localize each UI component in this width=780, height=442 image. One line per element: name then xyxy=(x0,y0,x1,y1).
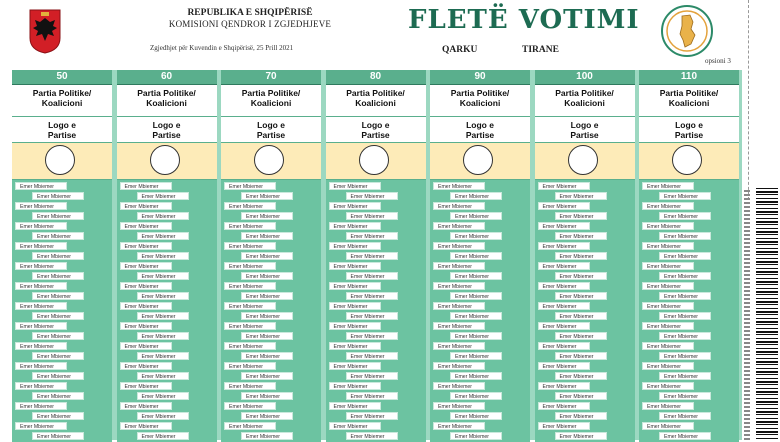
candidate-list xyxy=(117,180,217,442)
candidate-name-box[interactable]: Emer Mbiemer xyxy=(15,302,67,310)
party-logo-cell xyxy=(535,117,635,143)
candidate-name-box[interactable]: Emer Mbiemer xyxy=(32,352,84,360)
candidate-name-box[interactable]: Emer Mbiemer xyxy=(137,432,189,440)
candidate-name-box[interactable]: Emer Mbiemer xyxy=(120,322,172,330)
candidate-name-box[interactable]: Emer Mbiemer xyxy=(15,242,67,250)
candidate-name-box[interactable]: Emer Mbiemer xyxy=(538,382,590,390)
candidate-name-box[interactable]: Emer Mbiemer xyxy=(433,302,485,310)
candidate-name-box[interactable]: Emer Mbiemer xyxy=(120,282,172,290)
candidate-name-box[interactable]: Emer Mbiemer xyxy=(224,362,276,370)
candidate-name-box[interactable]: Emer Mbiemer xyxy=(120,202,172,210)
vote-circle[interactable] xyxy=(568,145,598,175)
logo-label-line1: Logo e xyxy=(152,120,181,130)
candidate-name-box[interactable]: Emer Mbiemer xyxy=(32,432,84,440)
candidate-name-box[interactable]: Emer Mbiemer xyxy=(224,282,276,290)
candidate-list xyxy=(535,180,635,442)
party-name-line1: Partia Politike/ xyxy=(450,88,510,98)
candidate-name-box[interactable]: Emer Mbiemer xyxy=(450,392,502,400)
party-name-line2: Koalicioni xyxy=(355,98,396,108)
party-logo-cell xyxy=(117,117,217,143)
candidate-name-box[interactable]: Emer Mbiemer xyxy=(120,302,172,310)
vote-circle[interactable] xyxy=(463,145,493,175)
candidate-name-box[interactable]: Emer Mbiemer xyxy=(450,252,502,260)
party-number: 80 xyxy=(326,70,426,85)
party-column xyxy=(117,70,217,440)
vote-mark-area xyxy=(430,143,530,180)
candidate-name-box[interactable]: Emer Mbiemer xyxy=(555,252,607,260)
candidate-name-box[interactable]: Emer Mbiemer xyxy=(555,212,607,220)
candidate-name-box[interactable]: Emer Mbiemer xyxy=(538,302,590,310)
candidate-name-box[interactable]: Emer Mbiemer xyxy=(241,372,293,380)
vote-circle[interactable] xyxy=(254,145,284,175)
candidate-name-box[interactable]: Emer Mbiemer xyxy=(120,382,172,390)
candidate-name-box[interactable]: Emer Mbiemer xyxy=(241,412,293,420)
party-logo-cell xyxy=(12,117,112,143)
candidate-name-box[interactable]: Emer Mbiemer xyxy=(346,352,398,360)
candidate-name-box[interactable]: Emer Mbiemer xyxy=(329,282,381,290)
party-name-cell xyxy=(326,85,426,117)
logo-label-line2: Partise xyxy=(465,130,495,140)
candidate-name-box[interactable]: Emer Mbiemer xyxy=(555,232,607,240)
candidate-name-box[interactable]: Emer Mbiemer xyxy=(346,432,398,440)
vote-mark-area xyxy=(639,143,739,180)
candidate-name-box[interactable]: Emer Mbiemer xyxy=(329,182,381,190)
party-name-line1: Partia Politike/ xyxy=(659,88,719,98)
candidate-name-box[interactable]: Emer Mbiemer xyxy=(433,382,485,390)
logo-label-line1: Logo e xyxy=(361,120,390,130)
candidate-list xyxy=(221,180,321,442)
party-logo-cell xyxy=(430,117,530,143)
candidate-name-box[interactable]: Emer Mbiemer xyxy=(538,222,590,230)
candidate-name-box[interactable]: Emer Mbiemer xyxy=(15,182,67,190)
candidate-name-box[interactable]: Emer Mbiemer xyxy=(659,292,711,300)
candidate-name-box[interactable]: Emer Mbiemer xyxy=(346,332,398,340)
candidate-name-box[interactable]: Emer Mbiemer xyxy=(433,242,485,250)
logo-label-line2: Partise xyxy=(361,130,390,140)
vote-circle[interactable] xyxy=(45,145,75,175)
party-number: 110 xyxy=(639,70,739,85)
candidate-name-box[interactable]: Emer Mbiemer xyxy=(642,222,694,230)
candidate-name-box[interactable]: Emer Mbiemer xyxy=(120,422,172,430)
candidate-name-box[interactable]: Emer Mbiemer xyxy=(659,312,711,320)
party-number: 90 xyxy=(430,70,530,85)
candidate-name-box[interactable]: Emer Mbiemer xyxy=(642,202,694,210)
party-name-line2: Koalicioni xyxy=(146,98,187,108)
candidate-name-box[interactable]: Emer Mbiemer xyxy=(433,282,485,290)
candidate-name-box[interactable]: Emer Mbiemer xyxy=(224,322,276,330)
candidate-name-box[interactable]: Emer Mbiemer xyxy=(120,402,172,410)
party-logo-cell xyxy=(326,117,426,143)
candidate-name-box[interactable]: Emer Mbiemer xyxy=(346,272,398,280)
candidate-name-box[interactable]: Emer Mbiemer xyxy=(241,272,293,280)
candidate-name-box[interactable]: Emer Mbiemer xyxy=(32,272,84,280)
candidate-name-box[interactable]: Emer Mbiemer xyxy=(433,182,485,190)
party-name-line1: Partia Politike/ xyxy=(346,88,405,98)
logo-label-line2: Partise xyxy=(47,130,77,140)
vote-circle[interactable] xyxy=(672,145,702,175)
candidate-name-box[interactable]: Emer Mbiemer xyxy=(120,242,172,250)
candidate-name-box[interactable]: Emer Mbiemer xyxy=(555,272,607,280)
party-column xyxy=(221,70,321,440)
candidate-name-box[interactable]: Emer Mbiemer xyxy=(32,212,84,220)
candidate-name-box[interactable]: Emer Mbiemer xyxy=(346,392,398,400)
candidate-name-box[interactable]: Emer Mbiemer xyxy=(329,342,381,350)
candidate-name-box[interactable]: Emer Mbiemer xyxy=(15,262,67,270)
candidate-name-box[interactable]: Emer Mbiemer xyxy=(450,372,502,380)
candidate-name-box[interactable]: Emer Mbiemer xyxy=(659,232,711,240)
logo-label-line2: Partise xyxy=(570,130,599,140)
candidate-name-box[interactable]: Emer Mbiemer xyxy=(137,372,189,380)
candidate-name-box[interactable]: Emer Mbiemer xyxy=(450,212,502,220)
candidate-name-box[interactable]: Emer Mbiemer xyxy=(659,252,711,260)
candidate-name-box[interactable]: Emer Mbiemer xyxy=(555,292,607,300)
candidate-name-box[interactable]: Emer Mbiemer xyxy=(241,192,293,200)
candidate-name-box[interactable]: Emer Mbiemer xyxy=(329,382,381,390)
candidate-name-box[interactable]: Emer Mbiemer xyxy=(32,332,84,340)
candidate-name-box[interactable]: Emer Mbiemer xyxy=(224,202,276,210)
candidate-name-box[interactable]: Emer Mbiemer xyxy=(241,292,293,300)
candidate-name-box[interactable]: Emer Mbiemer xyxy=(450,352,502,360)
logo-label-line1: Logo e xyxy=(48,120,76,130)
party-name-line2: Koalicioni xyxy=(668,98,710,108)
vote-circle[interactable] xyxy=(359,145,389,175)
logo-label-line2: Partise xyxy=(152,130,181,140)
party-name-line1: Partia Politike/ xyxy=(241,88,301,98)
candidate-name-box[interactable]: Emer Mbiemer xyxy=(137,232,189,240)
candidate-name-box[interactable]: Emer Mbiemer xyxy=(329,302,381,310)
barcode-icon xyxy=(756,188,778,440)
candidate-name-box[interactable]: Emer Mbiemer xyxy=(450,412,502,420)
candidate-name-box[interactable]: Emer Mbiemer xyxy=(329,222,381,230)
candidate-name-box[interactable]: Emer Mbiemer xyxy=(15,382,67,390)
ballot-header xyxy=(0,0,780,70)
candidate-name-box[interactable]: Emer Mbiemer xyxy=(137,272,189,280)
candidate-name-box[interactable]: Emer Mbiemer xyxy=(346,212,398,220)
candidate-name-box[interactable]: Emer Mbiemer xyxy=(538,322,590,330)
candidate-name-box[interactable]: Emer Mbiemer xyxy=(450,272,502,280)
candidate-name-box[interactable]: Emer Mbiemer xyxy=(450,232,502,240)
candidate-name-box[interactable]: Emer Mbiemer xyxy=(538,262,590,270)
candidate-list xyxy=(430,180,530,442)
candidate-name-box[interactable]: Emer Mbiemer xyxy=(555,192,607,200)
party-logo-cell xyxy=(221,117,321,143)
candidate-name-box[interactable]: Emer Mbiemer xyxy=(137,252,189,260)
candidate-name-box[interactable]: Emer Mbiemer xyxy=(433,402,485,410)
party-column xyxy=(12,70,112,440)
kqz-map-logo-icon xyxy=(660,4,714,58)
candidate-name-box[interactable]: Emer Mbiemer xyxy=(137,292,189,300)
candidate-name-box[interactable]: Emer Mbiemer xyxy=(224,342,276,350)
candidate-name-box[interactable]: Emer Mbiemer xyxy=(346,252,398,260)
candidate-name-box[interactable]: Emer Mbiemer xyxy=(642,422,694,430)
logo-label-line2: Partise xyxy=(674,130,704,140)
candidate-name-box[interactable]: Emer Mbiemer xyxy=(346,312,398,320)
party-logo-cell xyxy=(639,117,739,143)
candidate-name-box[interactable]: Emer Mbiemer xyxy=(329,322,381,330)
party-name-cell xyxy=(12,85,112,117)
logo-label-line1: Logo e xyxy=(675,120,703,130)
candidate-name-box[interactable]: Emer Mbiemer xyxy=(137,392,189,400)
party-name-cell xyxy=(221,85,321,117)
candidate-name-box[interactable]: Emer Mbiemer xyxy=(346,232,398,240)
party-name-line2: Koalicioni xyxy=(459,98,501,108)
candidate-name-box[interactable]: Emer Mbiemer xyxy=(555,312,607,320)
ballot-grid xyxy=(12,70,742,440)
candidate-name-box[interactable]: Emer Mbiemer xyxy=(433,362,485,370)
republic-heading xyxy=(140,8,360,30)
party-name-cell xyxy=(639,85,739,117)
party-name-line2: Koalicioni xyxy=(41,98,83,108)
candidate-name-box[interactable]: Emer Mbiemer xyxy=(538,282,590,290)
party-name-line2: Koalicioni xyxy=(250,98,292,108)
candidate-name-box[interactable]: Emer Mbiemer xyxy=(15,202,67,210)
party-name-line1: Partia Politike/ xyxy=(555,88,614,98)
candidate-name-box[interactable]: Emer Mbiemer xyxy=(346,372,398,380)
candidate-name-box[interactable]: Emer Mbiemer xyxy=(538,202,590,210)
candidate-list xyxy=(639,180,739,442)
candidate-name-box[interactable]: Emer Mbiemer xyxy=(433,262,485,270)
vote-mark-area xyxy=(326,143,426,180)
region-label: QARKU xyxy=(442,45,478,55)
candidate-name-box[interactable]: Emer Mbiemer xyxy=(642,282,694,290)
candidate-name-box[interactable]: Emer Mbiemer xyxy=(538,402,590,410)
candidate-name-box[interactable]: Emer Mbiemer xyxy=(450,432,502,440)
candidate-name-box[interactable]: Emer Mbiemer xyxy=(15,222,67,230)
candidate-name-box[interactable]: Emer Mbiemer xyxy=(15,402,67,410)
candidate-name-box[interactable]: Emer Mbiemer xyxy=(241,432,293,440)
candidate-name-box[interactable]: Emer Mbiemer xyxy=(329,362,381,370)
party-number: 60 xyxy=(117,70,217,85)
candidate-name-box[interactable]: Emer Mbiemer xyxy=(32,252,84,260)
candidate-name-box[interactable]: Emer Mbiemer xyxy=(659,332,711,340)
candidate-name-box[interactable]: Emer Mbiemer xyxy=(659,272,711,280)
candidate-name-box[interactable]: Emer Mbiemer xyxy=(642,362,694,370)
candidate-name-box[interactable]: Emer Mbiemer xyxy=(642,182,694,190)
candidate-name-box[interactable]: Emer Mbiemer xyxy=(241,252,293,260)
candidate-name-box[interactable]: Emer Mbiemer xyxy=(450,192,502,200)
party-number: 70 xyxy=(221,70,321,85)
party-name-cell xyxy=(430,85,530,117)
vote-circle[interactable] xyxy=(150,145,180,175)
candidate-name-box[interactable]: Emer Mbiemer xyxy=(15,282,67,290)
candidate-name-box[interactable]: Emer Mbiemer xyxy=(15,322,67,330)
candidate-name-box[interactable]: Emer Mbiemer xyxy=(346,192,398,200)
party-number: 50 xyxy=(12,70,112,85)
candidate-name-box[interactable]: Emer Mbiemer xyxy=(241,352,293,360)
candidate-name-box[interactable]: Emer Mbiemer xyxy=(120,342,172,350)
candidate-name-box[interactable]: Emer Mbiemer xyxy=(538,182,590,190)
perforation xyxy=(744,190,750,440)
commission-name: KOMISIONI QENDROR I ZGJEDHJEVE xyxy=(168,19,332,29)
candidate-name-box[interactable]: Emer Mbiemer xyxy=(137,332,189,340)
candidate-name-box[interactable]: Emer Mbiemer xyxy=(555,412,607,420)
republic-name: REPUBLIKA E SHQIPËRISË xyxy=(187,8,313,18)
candidate-name-box[interactable]: Emer Mbiemer xyxy=(538,342,590,350)
candidate-name-box[interactable]: Emer Mbiemer xyxy=(659,412,711,420)
candidate-name-box[interactable]: Emer Mbiemer xyxy=(224,222,276,230)
candidate-name-box[interactable]: Emer Mbiemer xyxy=(32,192,84,200)
candidate-name-box[interactable]: Emer Mbiemer xyxy=(224,382,276,390)
candidate-name-box[interactable]: Emer Mbiemer xyxy=(659,212,711,220)
party-name-line1: Partia Politike/ xyxy=(137,88,196,98)
candidate-name-box[interactable]: Emer Mbiemer xyxy=(137,312,189,320)
logo-label-line1: Logo e xyxy=(466,120,494,130)
candidate-name-box[interactable]: Emer Mbiemer xyxy=(642,342,694,350)
logo-label-line2: Partise xyxy=(256,130,286,140)
candidate-name-box[interactable]: Emer Mbiemer xyxy=(346,412,398,420)
candidate-name-box[interactable]: Emer Mbiemer xyxy=(659,392,711,400)
election-note: Zgjedhjet për Kuvendin e Shqipërisë, 25 Prill 2021 xyxy=(150,44,294,52)
candidate-name-box[interactable]: Emer Mbiemer xyxy=(433,222,485,230)
party-name-cell xyxy=(535,85,635,117)
candidate-name-box[interactable]: Emer Mbiemer xyxy=(659,432,711,440)
party-column xyxy=(326,70,426,440)
cut-line xyxy=(748,0,750,200)
candidate-name-box[interactable]: Emer Mbiemer xyxy=(32,232,84,240)
candidate-name-box[interactable]: Emer Mbiemer xyxy=(329,242,381,250)
candidate-name-box[interactable]: Emer Mbiemer xyxy=(538,422,590,430)
region-value: TIRANE xyxy=(522,45,559,55)
candidate-name-box[interactable]: Emer Mbiemer xyxy=(555,372,607,380)
candidate-name-box[interactable]: Emer Mbiemer xyxy=(433,422,485,430)
party-column xyxy=(430,70,530,440)
candidate-name-box[interactable]: Emer Mbiemer xyxy=(555,432,607,440)
albanian-eagle-emblem-icon xyxy=(28,8,62,54)
candidate-name-box[interactable]: Emer Mbiemer xyxy=(137,212,189,220)
candidate-name-box[interactable]: Emer Mbiemer xyxy=(32,392,84,400)
vote-mark-area xyxy=(535,143,635,180)
candidate-name-box[interactable]: Emer Mbiemer xyxy=(32,372,84,380)
candidate-name-box[interactable]: Emer Mbiemer xyxy=(137,192,189,200)
candidate-name-box[interactable]: Emer Mbiemer xyxy=(555,352,607,360)
party-column xyxy=(639,70,739,440)
candidate-name-box[interactable]: Emer Mbiemer xyxy=(659,192,711,200)
candidate-name-box[interactable]: Emer Mbiemer xyxy=(659,372,711,380)
option-label: opsioni 3 xyxy=(705,57,731,65)
candidate-name-box[interactable]: Emer Mbiemer xyxy=(241,332,293,340)
candidate-name-box[interactable]: Emer Mbiemer xyxy=(329,202,381,210)
candidate-name-box[interactable]: Emer Mbiemer xyxy=(642,382,694,390)
candidate-name-box[interactable]: Emer Mbiemer xyxy=(241,392,293,400)
candidate-name-box[interactable]: Emer Mbiemer xyxy=(120,362,172,370)
candidate-name-box[interactable]: Emer Mbiemer xyxy=(433,342,485,350)
candidate-name-box[interactable]: Emer Mbiemer xyxy=(642,262,694,270)
candidate-name-box[interactable]: Emer Mbiemer xyxy=(538,362,590,370)
candidate-name-box[interactable]: Emer Mbiemer xyxy=(642,402,694,410)
candidate-name-box[interactable]: Emer Mbiemer xyxy=(555,332,607,340)
candidate-name-box[interactable]: Emer Mbiemer xyxy=(137,412,189,420)
candidate-name-box[interactable]: Emer Mbiemer xyxy=(433,322,485,330)
candidate-name-box[interactable]: Emer Mbiemer xyxy=(15,422,67,430)
candidate-name-box[interactable]: Emer Mbiemer xyxy=(15,362,67,370)
party-name-line1: Partia Politike/ xyxy=(32,88,92,98)
candidate-name-box[interactable]: Emer Mbiemer xyxy=(329,262,381,270)
candidate-name-box[interactable]: Emer Mbiemer xyxy=(224,242,276,250)
candidate-name-box[interactable]: Emer Mbiemer xyxy=(137,352,189,360)
vote-mark-area xyxy=(117,143,217,180)
vote-mark-area xyxy=(221,143,321,180)
candidate-name-box[interactable]: Emer Mbiemer xyxy=(659,352,711,360)
candidate-name-box[interactable]: Emer Mbiemer xyxy=(241,312,293,320)
candidate-list xyxy=(326,180,426,442)
candidate-name-box[interactable]: Emer Mbiemer xyxy=(555,392,607,400)
candidate-name-box[interactable]: Emer Mbiemer xyxy=(642,242,694,250)
candidate-name-box[interactable]: Emer Mbiemer xyxy=(450,332,502,340)
logo-label-line1: Logo e xyxy=(570,120,599,130)
candidate-name-box[interactable]: Emer Mbiemer xyxy=(241,232,293,240)
party-number: 100 xyxy=(535,70,635,85)
candidate-name-box[interactable]: Emer Mbiemer xyxy=(32,312,84,320)
candidate-name-box[interactable]: Emer Mbiemer xyxy=(120,222,172,230)
candidate-name-box[interactable]: Emer Mbiemer xyxy=(450,312,502,320)
candidate-list xyxy=(12,180,112,442)
candidate-name-box[interactable]: Emer Mbiemer xyxy=(642,302,694,310)
candidate-name-box[interactable]: Emer Mbiemer xyxy=(329,402,381,410)
candidate-name-box[interactable]: Emer Mbiemer xyxy=(120,262,172,270)
candidate-name-box[interactable]: Emer Mbiemer xyxy=(32,412,84,420)
party-name-cell xyxy=(117,85,217,117)
ballot-title: FLETË VOTIMI xyxy=(408,5,640,35)
candidate-name-box[interactable]: Emer Mbiemer xyxy=(241,212,293,220)
candidate-name-box[interactable]: Emer Mbiemer xyxy=(224,182,276,190)
candidate-name-box[interactable]: Emer Mbiemer xyxy=(346,292,398,300)
candidate-name-box[interactable]: Emer Mbiemer xyxy=(32,292,84,300)
candidate-name-box[interactable]: Emer Mbiemer xyxy=(450,292,502,300)
party-column xyxy=(535,70,635,440)
logo-label-line1: Logo e xyxy=(257,120,285,130)
vote-mark-area xyxy=(12,143,112,180)
candidate-name-box[interactable]: Emer Mbiemer xyxy=(224,262,276,270)
candidate-name-box[interactable]: Emer Mbiemer xyxy=(224,422,276,430)
candidate-name-box[interactable]: Emer Mbiemer xyxy=(224,402,276,410)
candidate-name-box[interactable]: Emer Mbiemer xyxy=(642,322,694,330)
party-name-line2: Koalicioni xyxy=(564,98,605,108)
candidate-name-box[interactable]: Emer Mbiemer xyxy=(538,242,590,250)
candidate-name-box[interactable]: Emer Mbiemer xyxy=(120,182,172,190)
candidate-name-box[interactable]: Emer Mbiemer xyxy=(15,342,67,350)
candidate-name-box[interactable]: Emer Mbiemer xyxy=(433,202,485,210)
candidate-name-box[interactable]: Emer Mbiemer xyxy=(224,302,276,310)
candidate-name-box[interactable]: Emer Mbiemer xyxy=(329,422,381,430)
